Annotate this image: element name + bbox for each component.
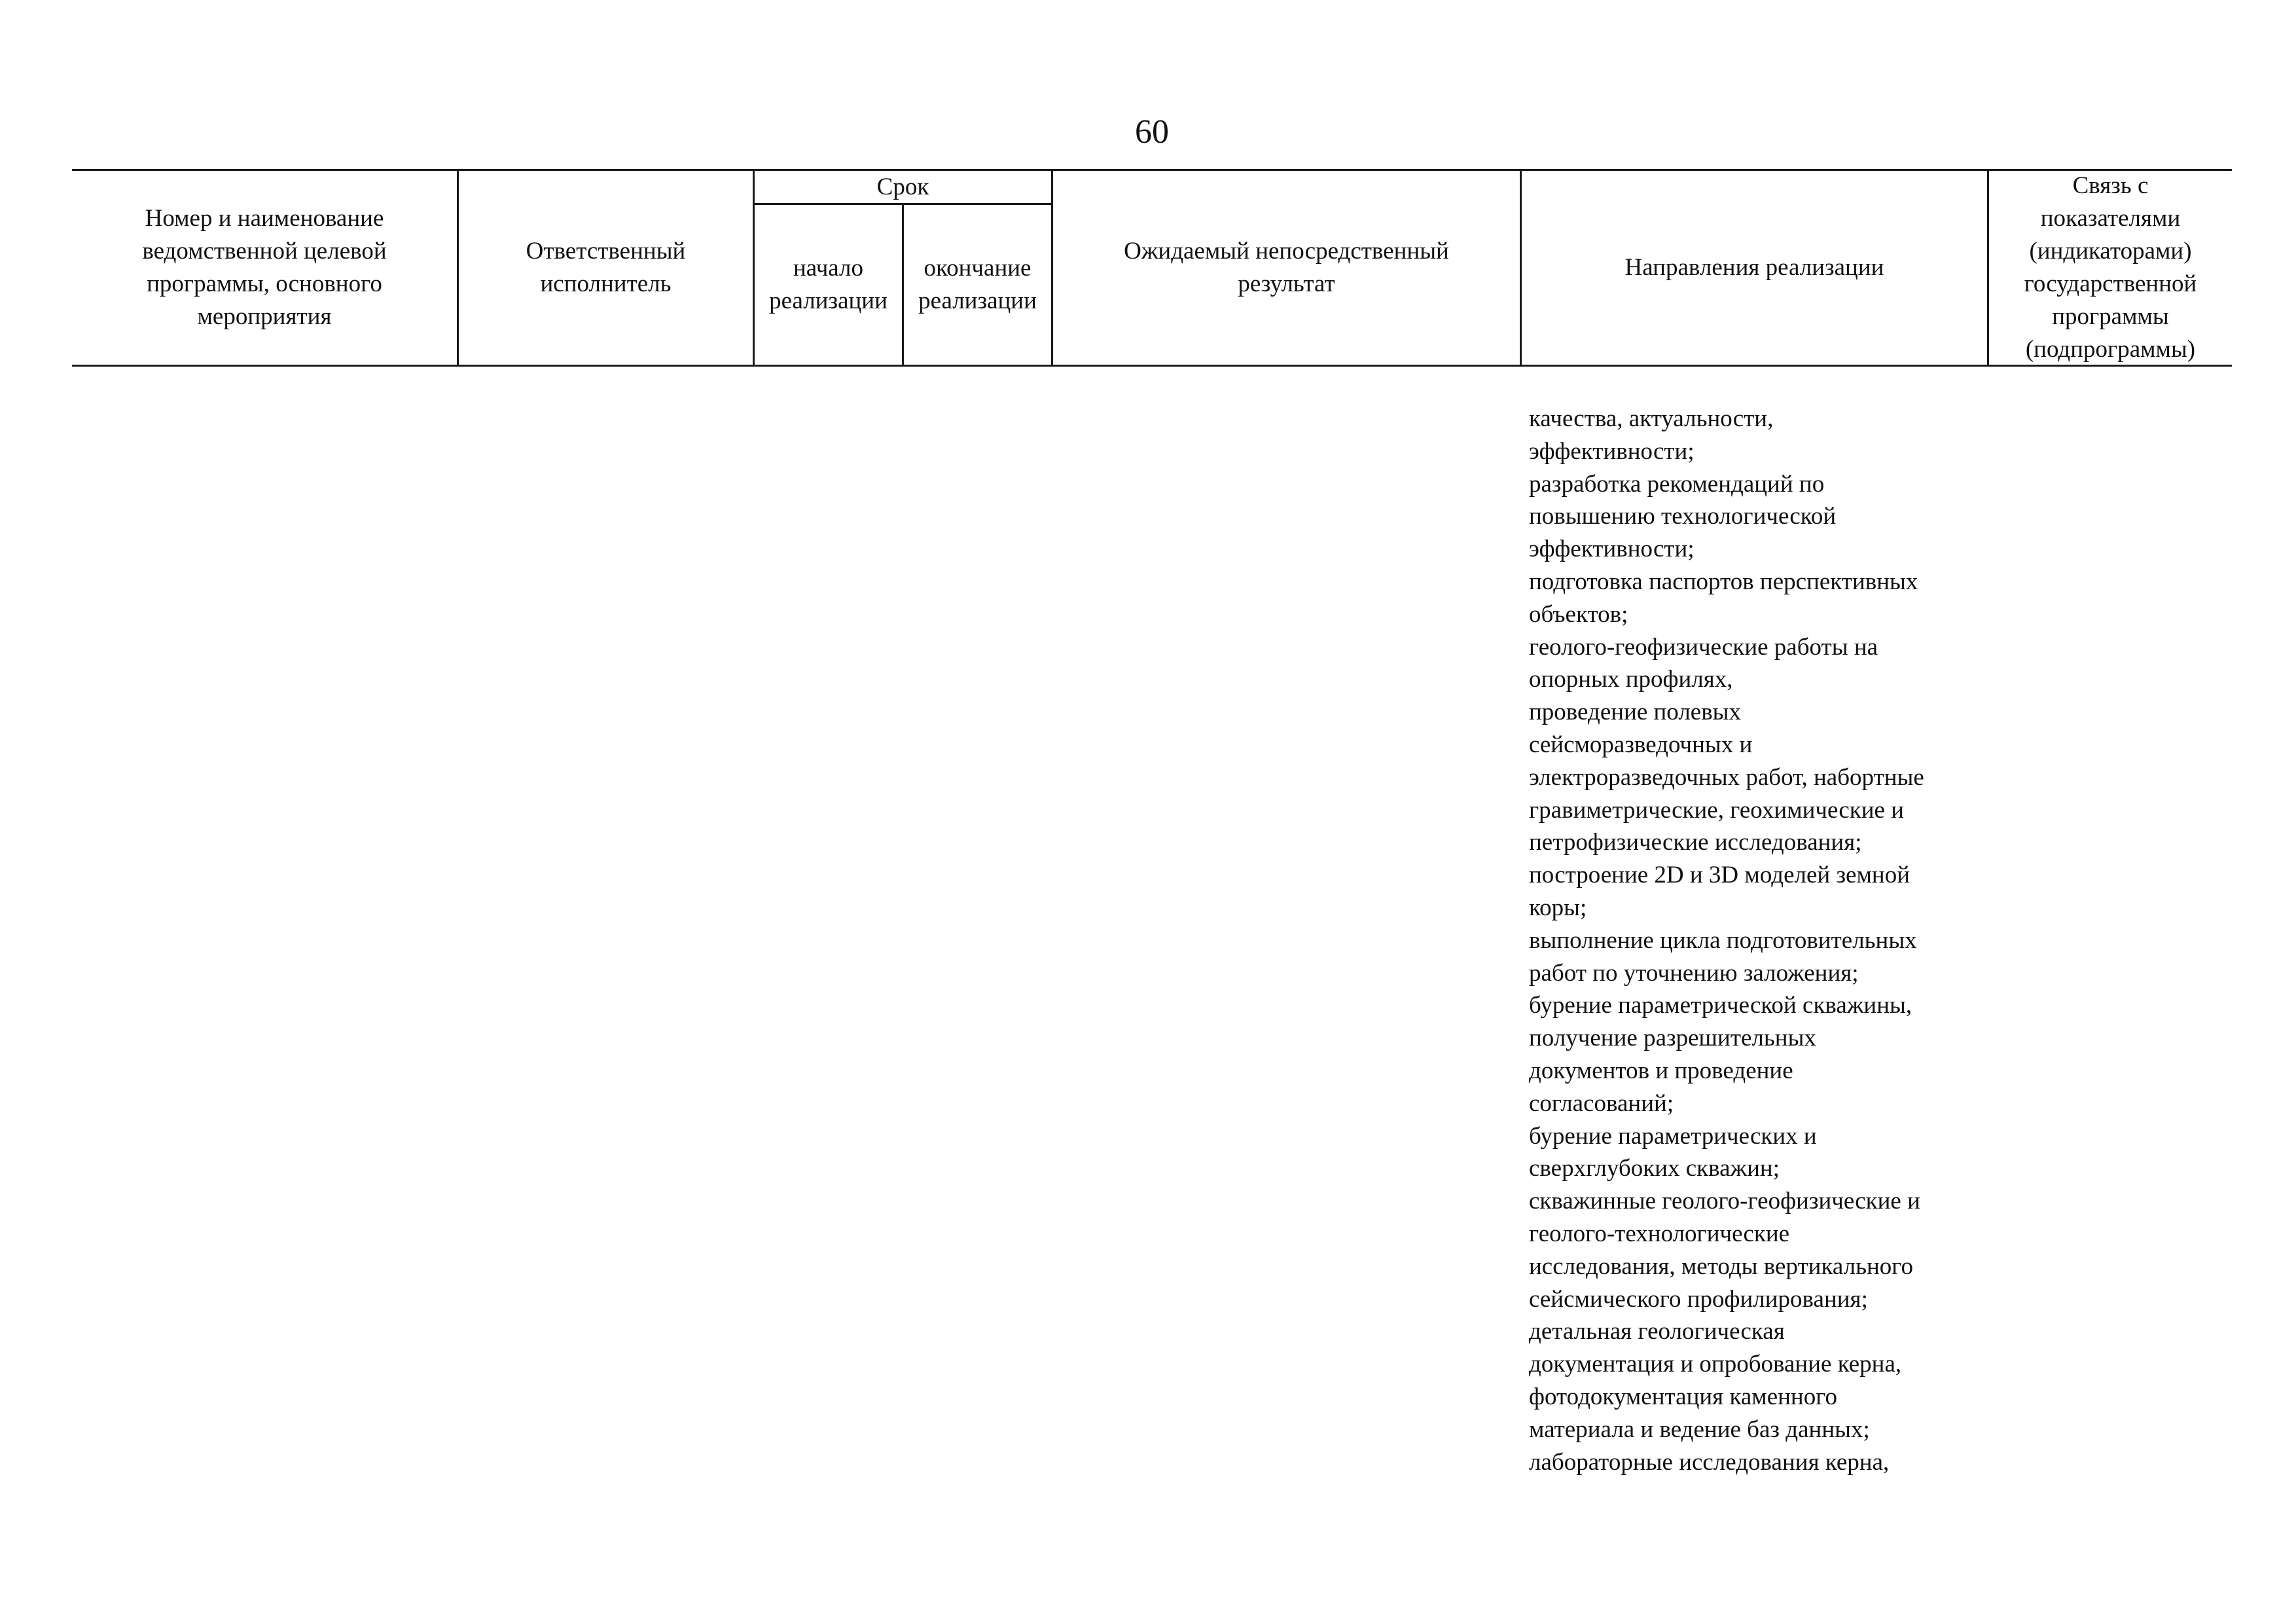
directions-line: сейсморазведочных и [1529,731,1753,758]
header-program-line: программы, основного [147,270,382,297]
header-indicators-line: государственной [2024,270,2197,297]
header-result [1053,171,1520,365]
header-start [755,205,902,365]
directions-line: геолого-технологические [1529,1220,1790,1247]
header-end [904,205,1051,365]
header-executor [459,171,753,365]
header-bottom-rule [72,365,2232,367]
header-program-line: ведомственной целевой [142,238,387,264]
directions-line: повышению технологической [1529,503,1837,530]
directions-line: бурение параметрических и [1529,1122,1817,1150]
directions-line: эффективности; [1529,437,1695,465]
directions-line: сейсмического профилирования; [1529,1285,1868,1313]
header-indicators-line: показателями [2040,205,2181,232]
directions-line: лабораторные исследования керна, [1529,1448,1890,1476]
directions-text [1529,403,2000,1478]
directions-line: выполнение цикла подготовительных [1529,926,1917,954]
header-result-line: результат [1238,270,1335,297]
header-program-line: мероприятия [197,303,332,330]
directions-line: работ по уточнению заложения; [1529,959,1859,987]
directions-line: согласований; [1529,1089,1674,1117]
directions-line: подготовка паспортов перспективных [1529,568,1918,595]
page-number: 60 [1135,113,1169,151]
directions-line: документов и проведение [1529,1057,1793,1084]
directions-line: качества, актуальности, [1529,405,1774,432]
directions-line: получение разрешительных [1529,1025,1816,1052]
directions-line: объектов; [1529,600,1628,628]
directions-line: построение 2D и 3D моделей земной [1529,862,1910,889]
header-indicators-line: (подпрограммы) [2025,336,2196,363]
directions-line: геолого-геофизические работы на [1529,633,1878,661]
header-executor-line: Ответственный [526,238,686,264]
directions-line: сверхглубоких скважин; [1529,1155,1780,1182]
directions-line: петрофизические исследования; [1529,829,1862,856]
header-indicators [1989,169,2232,367]
directions-line: разработка рекомендаций по [1529,470,1825,498]
header-end-line: окончание [924,255,1031,282]
header-directions [1522,171,1987,365]
directions-line: коры; [1529,894,1587,921]
directions-line: опорных профилях, [1529,666,1733,693]
directions-line: электроразведочных работ, набортные [1529,763,1924,791]
header-term [755,171,1051,203]
directions-line: гравиметрические, геохимические и [1529,796,1905,824]
header-program [72,171,457,365]
header-result-line: Ожидаемый непосредственный [1124,238,1449,264]
header-indicators-line: (индикаторами) [2029,238,2192,264]
header-directions-line: Направления реализации [1624,254,1884,281]
header-program-line: Номер и наименование [145,205,384,232]
directions-line: фотодокументация каменного [1529,1383,1837,1410]
directions-line: детальная геологическая [1529,1318,1785,1345]
header-indicators-line: программы [2052,303,2169,330]
header-indicators-line: Связь с [2072,172,2149,199]
header-start-line: начало [793,255,864,282]
directions-line: проведение полевых [1529,699,1742,726]
directions-line: бурение параметрической скважины, [1529,992,1912,1019]
header-executor-line: исполнитель [540,270,672,297]
directions-line: документация и опробование керна, [1529,1351,1902,1378]
directions-line: материала и ведение баз данных; [1529,1415,1870,1443]
header-start-line: реализации [769,287,888,314]
directions-line: эффективности; [1529,536,1695,563]
header-term-label: Срок [876,173,929,200]
directions-line: скважинные геолого-геофизические и [1529,1188,1920,1215]
directions-line: исследования, методы вертикального [1529,1252,1913,1280]
header-end-line: реализации [918,287,1037,314]
